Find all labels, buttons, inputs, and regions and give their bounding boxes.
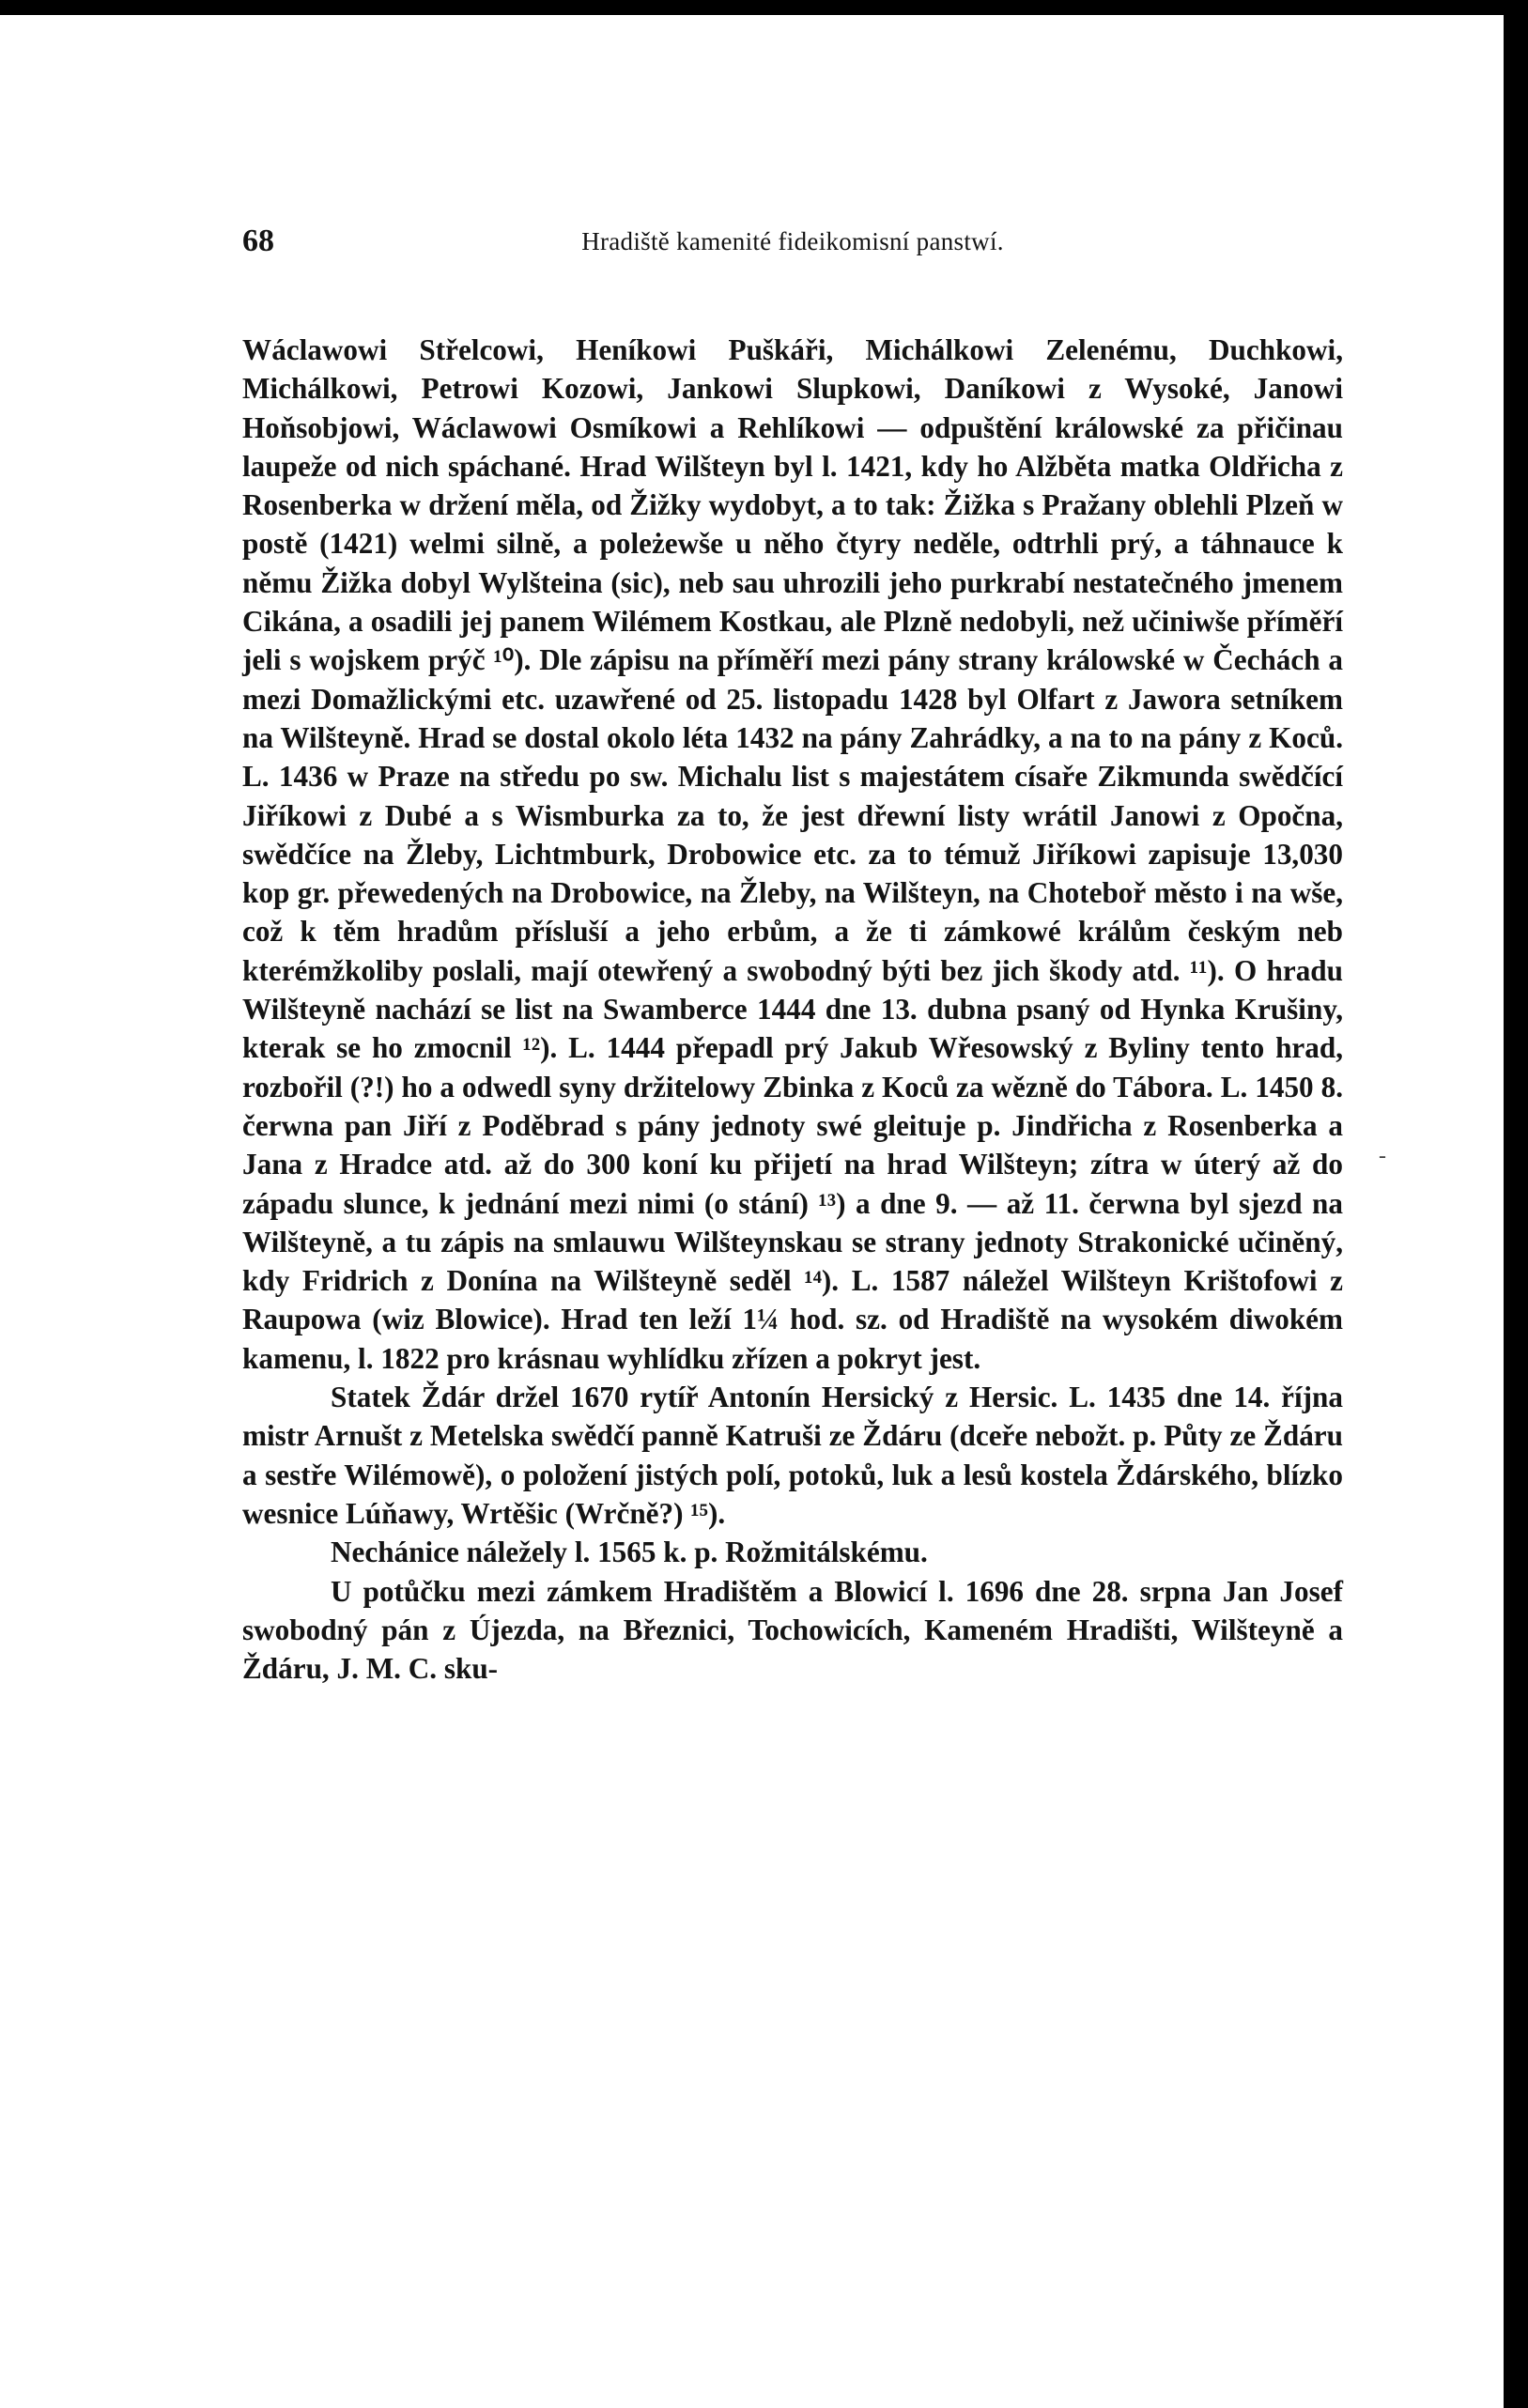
page-number: 68 xyxy=(242,224,274,258)
running-head: Hradiště kamenité fideikomisní panstwí. xyxy=(581,227,1004,255)
scan-edge-top xyxy=(0,0,1528,15)
paragraph-nechanice: Nechánice náležely l. 1565 k. p. Rožmitálskému. xyxy=(331,1536,928,1569)
paragraph-potucek: U potůčku mezi zámkem Hradištěm a Blowicí l. 1696 dne 28. srpna Jan Josef swobodný pán z Újezda, na Březnici, Tochowicích, Kameném Hradišti, Wilšteyně a Ždáru, J. M. C. sku- xyxy=(242,1574,1343,1686)
paragraph-wilsteyn: Wáclawowi Střelcowi, Heníkowi Puškáři, Michálkowi Zelenému, Duchkowi, Michálkowi, Petrowi Kozowi, Jankowi Slupkowi, Daníkowi z Wysoké, Janowi Hoňsobjowi, Wáclawowi Osmíkowi a Rehlíkowi — odpuštění králowské za přičinau laupeže od nich spáchané. Hrad Wilšteyn byl l. 1421, kdy ho Alžběta matka Oldřicha z Rosenberka w držení měla, od Žižky wydobyt, a to tak: Žižka s Pražany oblehli Plzeň w postě (1421) welmi silně, a poleżewše u něho čtyry neděle, odtrhli prý, a táhnauce k němu Žižka dobyl Wylšteina (sic), neb sau uhrozili jeho purkrabí nestatečného jmenem Cikána, a osadili jej panem Wilémem Kostkau, ale Plzně nedobyli, než učiniwše příměří jeli s wojskem prýč ¹⁰). Dle zápisu na příměří mezi pány strany králowské w Čechách a mezi Domažlickými etc. uzawřené od 25. listopadu 1428 byl Olfart z Jawora setníkem na Wilšteyně. Hrad se dostal okolo léta 1432 na pány Zahrádky, a na to na pány z Koců. L. 1436 w Praze na středu po sw. Michalu list s majestátem císaře Zikmunda swědčící Jiříkowi z Dubé a s Wismburka za to, že jest dřewní listy wrátil Janowi z Opočna, swědčíce na Žleby, Lichtmburk, Drobowice etc. za to témuž Jiříkowi zapisuje 13,030 kop gr. přewedených na Drobowice, na Žleby, na Wilšteyn, na Choteboř město i na wše, což k těm hradům přísluší a jeho erbům, a že ti zámkowé králům českým neb kterémžkoliby poslali, mají otewřený a swobodný býti bez jich škody atd. ¹¹). O hradu Wilšteyně nachází se list na Swamberce 1444 dne 13. dubna psaný od Hynka Krušiny, kterak se ho zmocnil ¹²). L. 1444 přepadl prý Jakub Wřesowský z Byliny tento hrad, rozbořil (?!) ho a odwedl syny držitelowy Zbinka z Koců za wězně do Tábora. L. 1450 8. čerwna pan Jiří z Poděbrad s pány jednoty swé gleituje p. Jindřicha z Rosenberka a Jana z Hradce atd. až do 300 koní ku přijetí na hrad Wilšteyn; zítra w úterý až do západu slunce, k jednání mezi nimi (o stání) ¹³) a dne 9. — až 11. čerwna byl sjezd na Wilšteyně, a tu zápis na smlauwu Wilšteynskau se strany jednoty Strakonické učiněný, kdy Fridrich z Donína na Wilšteyně seděl ¹⁴). L. 1587 náležel Wilšteyn Krištofowi z Raupowa (wiz Blowice). Hrad ten leží 1¼ hod. sz. od Hradiště na wysokém diwokém kamenu, l. 1822 pro krásnau wyhlídku zřízen a pokryt jest. xyxy=(242,333,1343,1375)
paragraph-zdar: Statek Ždár držel 1670 rytíř Antonín Hersický z Hersic. L. 1435 dne 14. října mistr Arnušt z Metelska swědčí panně Katruši ze Ždáru (dceře nebožt. p. Půty ze Ždáru a sestře Wilémowě), o položení jistých polí, potoků, luk a lesů kostela Ždárského, blízko wesnice Lúňawy, Wrtěšic (Wrčně?) ¹⁵). xyxy=(242,1381,1343,1530)
page-header xyxy=(242,224,1343,261)
body-text xyxy=(242,331,1343,1688)
margin-mark: - xyxy=(1379,1144,1386,1168)
scan-edge-right xyxy=(1504,0,1528,2408)
book-page xyxy=(242,224,1343,1688)
